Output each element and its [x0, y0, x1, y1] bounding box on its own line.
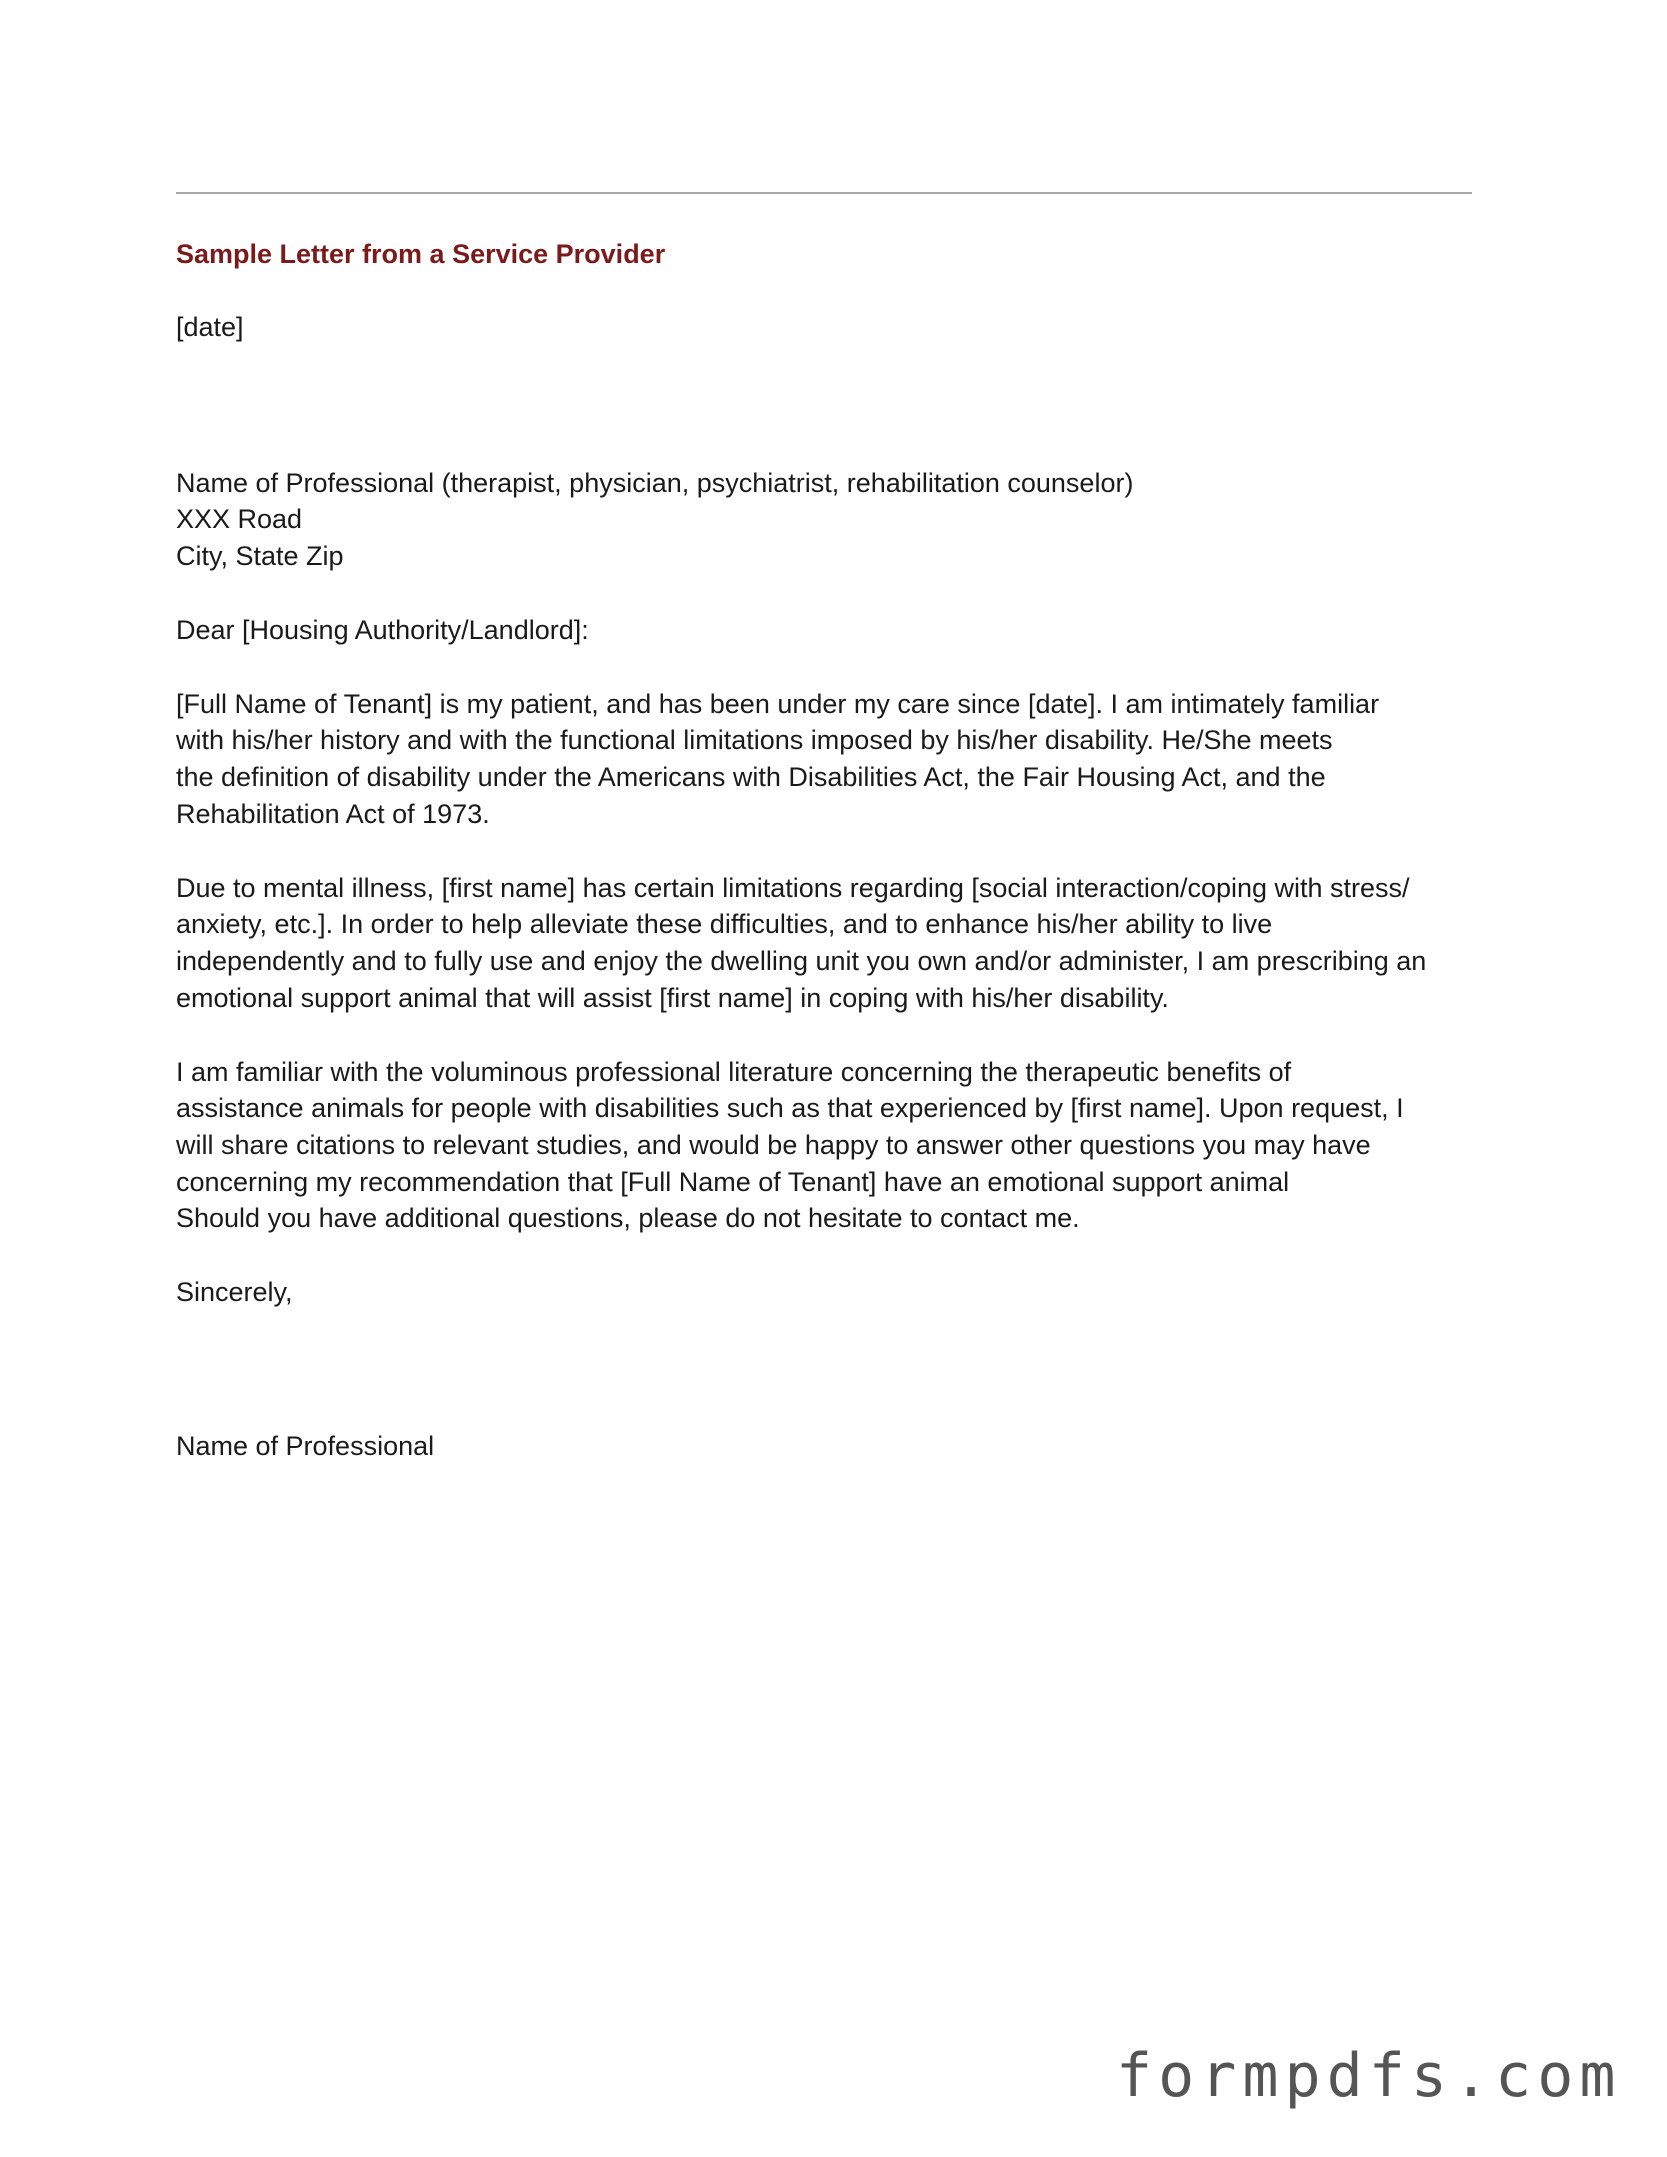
signature-name: Name of Professional: [176, 1431, 435, 1461]
closing: Sincerely,: [176, 1277, 293, 1307]
document-title: Sample Letter from a Service Provider: [176, 239, 666, 269]
address-line-1: Name of Professional (therapist, physician, psychiatrist, rehabilitation counselor): [176, 468, 1134, 498]
paragraph-1-line: the definition of disability under the Americans with Disabilities Act, the Fair Housing Act, and the: [176, 762, 1326, 792]
watermark-logo: formpdfs.com: [1116, 2041, 1622, 2111]
paragraph-2-line: emotional support animal that will assist [first name] in coping with his/her disability.: [176, 983, 1169, 1013]
paragraph-3-line: will share citations to relevant studies, and would be happy to answer other questions you may have: [176, 1130, 1371, 1160]
paragraph-3-line: Should you have additional questions, please do not hesitate to contact me.: [176, 1203, 1080, 1233]
header-rule: [176, 192, 1472, 194]
address-line-3: City, State Zip: [176, 541, 344, 571]
paragraph-3-line: assistance animals for people with disabilities such as that experienced by [first name]. Upon request, I: [176, 1093, 1404, 1123]
salutation: Dear [Housing Authority/Landlord]:: [176, 615, 589, 645]
paragraph-2-line: anxiety, etc.]. In order to help alleviate these difficulties, and to enhance his/her ability to live: [176, 909, 1273, 939]
paragraph-3-line: concerning my recommendation that [Full Name of Tenant] have an emotional support animal: [176, 1167, 1290, 1197]
date-placeholder: [date]: [176, 312, 244, 342]
paragraph-1-line: [Full Name of Tenant] is my patient, and has been under my care since [date]. I am intimately familiar: [176, 689, 1380, 719]
paragraph-1-line: Rehabilitation Act of 1973.: [176, 799, 490, 829]
address-line-2: XXX Road: [176, 504, 303, 534]
paragraph-2-line: independently and to fully use and enjoy the dwelling unit you own and/or administer, I am prescribing an: [176, 946, 1427, 976]
paragraph-1-line: with his/her history and with the functional limitations imposed by his/her disability. He/She meets: [176, 725, 1333, 755]
paragraph-2-line: Due to mental illness, [first name] has certain limitations regarding [social interaction/coping with stress/: [176, 873, 1410, 903]
paragraph-3-line: I am familiar with the voluminous professional literature concerning the therapeutic benefits of: [176, 1057, 1292, 1087]
